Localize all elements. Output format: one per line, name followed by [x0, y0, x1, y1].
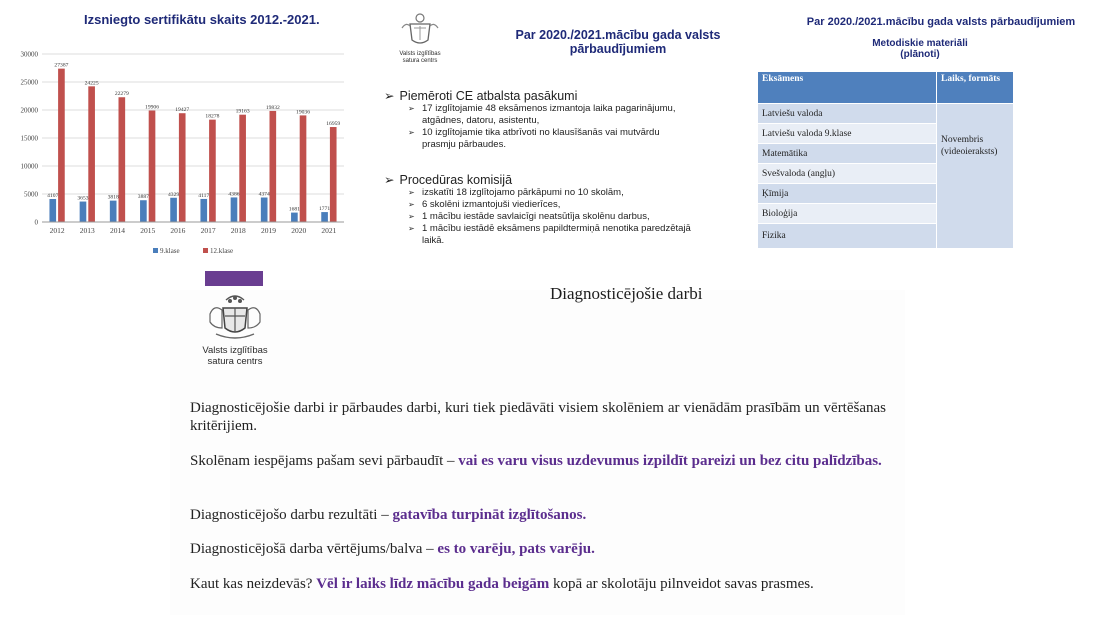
table-header-row — [758, 72, 1014, 104]
heading-text: Procedūras komisijā — [399, 173, 513, 187]
data-label: 16959 — [326, 121, 341, 128]
bar-9-klase — [49, 199, 56, 222]
exam-materials-table — [757, 71, 1014, 249]
bar-12-klase — [149, 111, 156, 222]
subtitle-line1: Metodiskie materiāli — [872, 38, 968, 49]
x-tick-label: 2018 — [230, 226, 246, 235]
data-label: 18278 — [205, 113, 220, 120]
logo-text — [196, 345, 274, 367]
x-tick-label: 2017 — [200, 226, 216, 235]
bar-9-klase — [231, 197, 238, 222]
bar-12-klase — [300, 115, 307, 222]
x-tick-label: 2015 — [140, 226, 156, 235]
paragraph-self-check — [190, 453, 886, 471]
right-slide-title: Par 2020./2021.mācību gada valsts pārbaudījumiem — [806, 16, 1076, 28]
data-label: 19832 — [265, 104, 280, 111]
exam-cell: Latviešu valoda 9.klase — [758, 124, 937, 144]
bar-12-klase — [239, 115, 246, 222]
data-label: 22279 — [114, 91, 129, 98]
item-text-cont: atgādnes, datoru, asistentu, — [422, 115, 540, 126]
item-text: 10 izglītojamie tika atbrīvoti no klausīšanās vai mutvārdu — [422, 127, 660, 138]
arrow-bullet-icon: ➢ — [384, 89, 395, 103]
paragraph-definition: Diagnosticējošie darbi ir pārbaudes darbi, kuri tiek piedāvāti visiem skolēniem ar vienādām prasībām un vērtēšanas kritērijiem. — [190, 400, 886, 434]
exam-cell: Bioloģija — [758, 204, 937, 224]
time-format-line1: Novembris — [941, 135, 984, 145]
procedure-item-2 — [408, 199, 691, 211]
legend-label: 9.klase — [160, 247, 180, 255]
x-tick-label: 2013 — [79, 226, 95, 235]
item-text-cont: laikā. — [422, 235, 445, 246]
diagnostic-title: Diagnosticējošie darbi — [550, 284, 703, 303]
bar-12-klase — [179, 113, 186, 222]
exam-cell: Fizika — [758, 224, 937, 249]
arrow-bullet-icon: ➢ — [408, 224, 415, 233]
y-tick-label: 20000 — [20, 106, 38, 115]
bar-9-klase — [80, 202, 87, 222]
arrow-bullet-icon: ➢ — [408, 104, 415, 113]
paragraph-encouragement — [190, 576, 886, 594]
paragraph-text: Skolēnam iespējams pašam sevi pārbaudīt – — [190, 453, 459, 469]
data-label: 24225 — [84, 80, 99, 87]
heading-text: Piemēroti CE atbalsta pasākumi — [399, 89, 578, 103]
data-label: 27387 — [54, 62, 69, 69]
y-tick-label: 25000 — [20, 78, 38, 87]
paragraph-highlight: es to varēju, pats varēju. — [437, 541, 595, 557]
section-heading-procedures — [384, 172, 512, 187]
item-text: izskatīti 18 izglītojamo pārkāpumi no 10 skolām, — [422, 187, 624, 198]
arrow-bullet-icon: ➢ — [408, 200, 415, 209]
certificate-bar-chart — [14, 50, 354, 262]
arrow-bullet-icon: ➢ — [408, 128, 415, 137]
data-label: 3887 — [137, 194, 149, 201]
data-label: 1681 — [288, 206, 300, 213]
purple-accent-bar — [205, 271, 263, 286]
x-tick-label: 2019 — [261, 226, 276, 235]
logo-line2: satura centrs — [402, 58, 438, 64]
support-item-1 — [408, 103, 675, 127]
paragraph-highlight: vai es varu visus uzdevumus izpildīt pareizi un bez citu palīdzības. — [458, 453, 882, 469]
x-tick-label: 2012 — [49, 226, 65, 235]
data-label: 19906 — [145, 104, 160, 111]
data-label: 4386 — [228, 191, 240, 198]
x-tick-label: 2016 — [170, 226, 186, 235]
bar-12-klase — [119, 97, 126, 222]
exam-cell: Svešvaloda (angļu) — [758, 164, 937, 184]
bar-12-klase — [209, 120, 216, 222]
section-heading-support — [384, 88, 577, 103]
y-tick-label: 0 — [34, 218, 38, 227]
arrow-bullet-icon: ➢ — [408, 188, 415, 197]
exam-cell: Latviešu valoda — [758, 104, 937, 124]
time-format-line2: (videoieraksts) — [941, 147, 998, 157]
bar-9-klase — [110, 201, 117, 222]
paragraph-text: Diagnosticējošā darba vērtējums/balva – — [190, 541, 438, 557]
data-label: 3818 — [107, 194, 119, 201]
data-label: 19427 — [175, 107, 190, 114]
chart-title: Izsniegto sertifikātu skaits 2012.-2021. — [84, 12, 320, 27]
exam-cell: Ķīmija — [758, 184, 937, 204]
coat-of-arms-icon — [196, 294, 274, 340]
data-label: 19163 — [235, 108, 250, 115]
right-slide-subtitle — [860, 38, 980, 60]
bar-12-klase — [270, 111, 277, 222]
column-header-time-format: Laiks, formāts — [937, 72, 1014, 104]
middle-slide-title: Par 2020./2021.mācību gada valsts pārbaudījumiem — [515, 28, 721, 56]
bar-12-klase — [58, 69, 65, 222]
logo-text — [392, 51, 448, 65]
data-label: 4329 — [167, 191, 180, 198]
x-tick-label: 2014 — [110, 226, 125, 235]
logo-line2: satura centrs — [207, 356, 263, 367]
data-label: 4374 — [258, 191, 270, 198]
support-item-2 — [408, 127, 660, 151]
paragraph-results — [190, 507, 886, 525]
item-text: 1 mācību iestādē eksāmens papildtermiņā nenotika paredzētajā — [422, 223, 691, 234]
bar-9-klase — [321, 212, 328, 222]
paragraph-highlight: Vēl ir laiks līdz mācību gada beigām — [316, 576, 550, 592]
item-text-cont: prasmju pārbaudes. — [422, 139, 506, 150]
bar-9-klase — [170, 198, 177, 222]
y-tick-label: 30000 — [20, 50, 38, 59]
time-format-cell — [937, 104, 1014, 249]
procedure-item-3 — [408, 211, 691, 223]
procedure-item-1 — [408, 187, 691, 199]
logo-line1: Valsts izglītības — [202, 345, 268, 356]
arrow-bullet-icon: ➢ — [408, 212, 415, 221]
data-label: 19036 — [296, 109, 311, 116]
x-tick-label: 2021 — [321, 226, 337, 235]
table-row — [758, 104, 1014, 124]
paragraph-reward — [190, 541, 886, 559]
y-tick-label: 10000 — [20, 162, 38, 171]
data-label: 1771 — [318, 206, 331, 213]
paragraph-highlight: gatavība turpināt izglītošanos. — [392, 507, 587, 523]
bar-9-klase — [200, 199, 207, 222]
y-tick-label: 15000 — [20, 134, 38, 143]
bar-9-klase — [261, 198, 268, 222]
item-text: 17 izglītojamie 48 eksāmenos izmantoja laika pagarinājumu, — [422, 103, 676, 114]
bar-12-klase — [88, 86, 95, 222]
data-label: 4107 — [47, 193, 59, 200]
exam-cell: Matemātika — [758, 144, 937, 164]
procedure-item-4 — [408, 223, 691, 235]
paragraph-text: kopā ar skolotāju pilnveidot savas prasmes. — [549, 576, 814, 592]
coat-of-arms-icon — [392, 12, 448, 46]
item-text: 6 skolēni izmantojuši viedierīces, — [422, 199, 561, 210]
data-label: 3653 — [77, 195, 89, 202]
vise-logo-bottom — [196, 294, 274, 368]
bar-9-klase — [140, 200, 147, 222]
procedure-list — [408, 187, 691, 247]
data-label: 4117 — [198, 192, 210, 199]
arrow-bullet-icon: ➢ — [384, 173, 395, 187]
legend-swatch — [203, 248, 208, 253]
item-text: 1 mācību iestāde savlaicīgi neatsūtīja skolēnu darbus, — [422, 211, 650, 222]
subtitle-line2: (plānoti) — [900, 49, 940, 60]
legend-label: 12.klase — [210, 247, 234, 255]
vise-logo-top — [392, 12, 448, 64]
x-tick-label: 2020 — [291, 226, 307, 235]
column-header-exam: Eksāmens — [758, 72, 937, 104]
logo-line1: Valsts izglītības — [399, 51, 441, 57]
legend-swatch — [153, 248, 158, 253]
bar-12-klase — [330, 127, 337, 222]
paragraph-text: Diagnosticējošo darbu rezultāti – — [190, 507, 393, 523]
bar-9-klase — [291, 213, 298, 222]
y-tick-label: 5000 — [24, 190, 38, 199]
paragraph-text: Kaut kas neizdevās? — [190, 576, 317, 592]
